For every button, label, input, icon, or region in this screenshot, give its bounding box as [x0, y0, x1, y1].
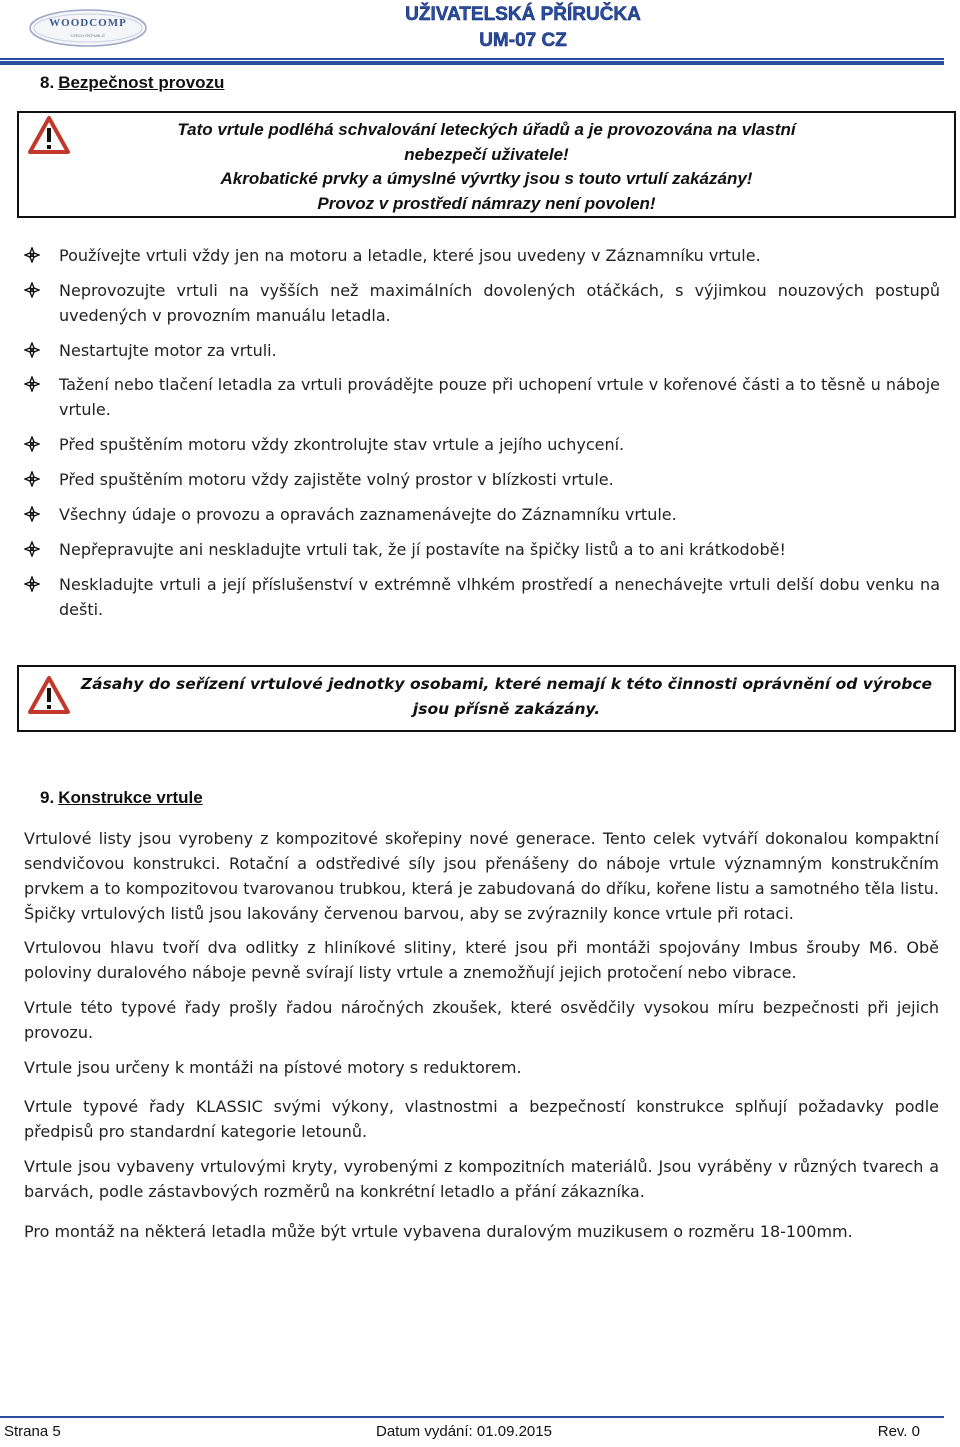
diamond-bullet-icon [24, 541, 40, 557]
diamond-bullet-icon [24, 342, 40, 358]
bullet-text: Neprovozujte vrtuli na vyšších než maximálních dovolených otáčkách, s výjimkou nouzových postupů uvedených v provozním manuálu letadla. [59, 281, 940, 325]
list-item [24, 572, 940, 622]
issue-date: Datum vydání: 01.09.2015 [376, 1423, 552, 1440]
woodcomp-logo [28, 8, 148, 48]
footer-rule [0, 1416, 944, 1418]
warning-box-approval [17, 111, 956, 218]
warning-text [19, 118, 954, 216]
paragraph: Vrtule jsou určeny k montáži na pístové motory s reduktorem. [24, 1058, 522, 1077]
diamond-bullet-icon [24, 247, 40, 263]
manual-title: UŽIVATELSKÁ PŘÍRUČKA [405, 4, 641, 25]
bullet-text: Před spuštěním motoru vždy zajistěte volný prostor v blízkosti vrtule. [59, 470, 614, 489]
logo-subtext: CZECH REPUBLIC [70, 33, 106, 38]
list-item [24, 372, 940, 422]
paragraph: Vrtule typové řady KLASSIC svými výkony, vlastnostmi a bezpečností konstrukce splňují požadavky podle předpisů pro standardní kategorie letounů. [24, 1097, 939, 1141]
warning-triangle-icon [27, 675, 71, 715]
paragraph: Vrtule této typové řady prošly řadou náročných zkoušek, které osvědčily vysokou míru bezpečnosti při jejich provozu. [24, 998, 939, 1042]
bullet-text: Všechny údaje o provozu a opravách zaznamenávejte do Záznamníku vrtule. [59, 505, 677, 524]
page-number: Strana 5 [4, 1423, 61, 1440]
bullet-text: Tažení nebo tlačení letadla za vrtuli provádějte pouze při uchopení vrtule v kořenové části a to těsně u náboje vrtule. [59, 375, 940, 419]
page-footer [0, 1423, 960, 1443]
list-item [24, 278, 940, 328]
bullet-text: Neskladujte vrtuli a její příslušenství v extrémně vlhkém prostředí a nenechávejte vrtuli delší dobu venku na dešti. [59, 575, 940, 619]
warning-line: jsou přísně zakázány. [412, 700, 601, 718]
paragraph: Vrtulovou hlavu tvoří dva odlitky z hliníkové slitiny, které jsou při montáži spojovány Imbus šrouby M6. Obě poloviny duralového náboje pevně svírají listy vrtule a znemožňují jejich protočení nebo vibrace. [24, 938, 939, 982]
section-number: 9. [40, 788, 55, 807]
diamond-bullet-icon [24, 282, 40, 298]
section-title: Konstrukce vrtule [58, 788, 203, 807]
section-9-heading [40, 788, 203, 808]
revision: Rev. 0 [877, 1423, 920, 1440]
list-item [24, 502, 940, 527]
logo-text: WOODCOMP [49, 17, 127, 29]
list-item [24, 432, 940, 457]
section-number: 8. [40, 73, 55, 92]
paragraph: Vrtule jsou vybaveny vrtulovými kryty, vyrobenými z kompozitních materiálů. Jsou vyráběny v různých tvarech a barvách, podle zástavbových rozměrů na konkrétní letadlo a přání zákazníka. [24, 1157, 939, 1201]
diamond-bullet-icon [24, 376, 40, 392]
warning-box-adjustment [17, 665, 956, 732]
diamond-bullet-icon [24, 506, 40, 522]
warning-line: nebezpečí uživatele! [404, 144, 569, 164]
header-rule-thick [0, 61, 944, 65]
paragraph: Vrtulové listy jsou vyrobeny z kompozitové skořepiny nové generace. Tento celek vytváří dokonalou kompaktní sendvičovou konstrukci. Rotační a odstředivé síly jsou přenášeny do náboje vrtule významným konstrukčním prvkem a to kompozitovou tvarovanou trubkou, která je zabudovaná do dříku, kořene listu a samotného těla listu. Špičky vrtulových listů jsou lakovány červenou barvou, aby se zvýraznily konce vrtule při rotaci. [24, 829, 939, 923]
list-item [24, 537, 940, 562]
bullet-text: Nestartujte motor za vrtuli. [59, 341, 277, 360]
warning-line: Provoz v prostředí námrazy není povolen! [317, 193, 656, 213]
warning-line: Akrobatické prvky a úmyslné vývrtky jsou s touto vrtulí zakázány! [220, 169, 753, 188]
list-item [24, 338, 940, 363]
list-item [24, 243, 940, 268]
diamond-bullet-icon [24, 576, 40, 592]
warning-line: Zásahy do seřízení vrtulové jednotky osobami, které nemají k této činnosti oprávnění od výrobce [80, 675, 933, 693]
page-header [0, 0, 960, 66]
manual-code: UM-07 CZ [479, 30, 567, 51]
list-item [24, 467, 940, 492]
bullet-text: Před spuštěním motoru vždy zkontrolujte stav vrtule a jejího uchycení. [59, 435, 625, 454]
section-8-heading [40, 73, 224, 93]
warning-text [79, 672, 934, 722]
section-title: Bezpečnost provozu [58, 73, 225, 92]
bullet-text: Nepřepravujte ani neskladujte vrtuli tak, že jí postavíte na špičky listů a to ani krátkodobě! [59, 540, 786, 559]
diamond-bullet-icon [24, 471, 40, 487]
header-rule-thin [0, 58, 944, 60]
diamond-bullet-icon [24, 436, 40, 452]
bullet-text: Používejte vrtuli vždy jen na motoru a letadle, které jsou uvedeny v Záznamníku vrtule. [59, 246, 761, 265]
paragraph: Pro montáž na některá letadla může být vrtule vybavena duralovým muzikusem o rozměru 18-100mm. [24, 1222, 853, 1241]
warning-line: Tato vrtule podléhá schvalování leteckých úřadů a je provozována na vlastní [177, 120, 796, 139]
